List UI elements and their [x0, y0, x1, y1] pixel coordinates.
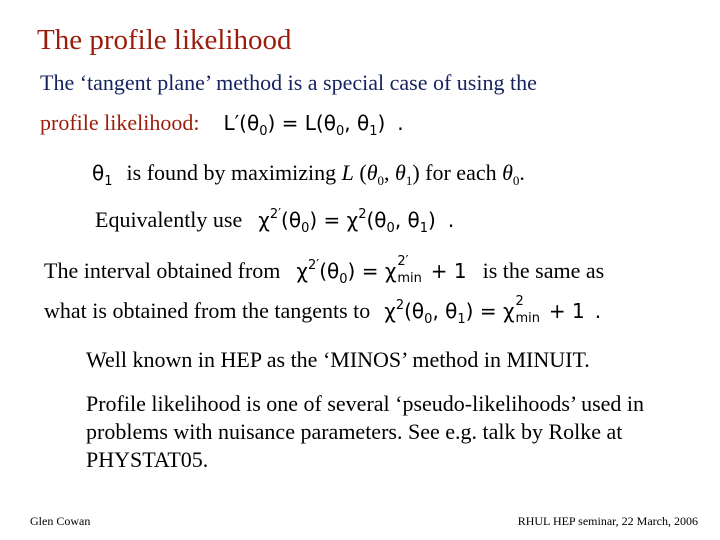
footer-event: RHUL HEP seminar, 22 March, 2006 — [517, 514, 698, 528]
interval-row — [44, 254, 605, 287]
equation-interval: $\chi^{2'}(\theta_0) = \chi$ 2′ min + 1 — [296, 254, 467, 287]
minos-paragraph: Well known in HEP as the ‘MINOS’ method in MINUIT. — [86, 347, 590, 372]
intro-line-2: profile likelihood: — [40, 110, 200, 135]
found-text: is found by maximizing L ($\theta_0$, $\theta_1$) for each $\theta_0$. — [126, 160, 525, 188]
pseudo-likelihood-paragraph: Profile likelihood is one of several ‘pseudo-likelihoods’ used in problems with nuisance parameters. See e.g. talk by Rolke at PHYSTAT05. — [86, 391, 645, 472]
equation-chi2-profile: $\chi^{2'}(\theta_0) = \chi^2(\theta_0$, $\theta_1$) . — [258, 207, 455, 236]
tangents-row — [44, 294, 602, 327]
tangents-text: what is obtained from the tangents to — [44, 298, 371, 323]
same-as-text: is the same as — [482, 258, 605, 283]
equivalently-row — [95, 207, 454, 236]
equivalently-text: Equivalently use — [95, 207, 243, 232]
intro-line-2-row — [40, 110, 404, 139]
intro-line-1: The ‘tangent plane’ method is a special case of using the — [40, 70, 537, 95]
slide-title: The profile likelihood — [37, 24, 292, 56]
footer-author: Glen Cowan — [30, 514, 91, 528]
equation-profile-likelihood: $L'(\theta_0) = L(\theta_0$, $\theta_1$) . — [223, 111, 404, 139]
found-row — [92, 160, 525, 189]
theta-hat-symbol: $\theta_1$ — [92, 161, 113, 189]
interval-text: The interval obtained from — [44, 258, 281, 283]
equation-tangents: $\chi^2(\theta_0$, $\theta_1) = \chi$ 2 min + 1 . — [384, 294, 602, 327]
